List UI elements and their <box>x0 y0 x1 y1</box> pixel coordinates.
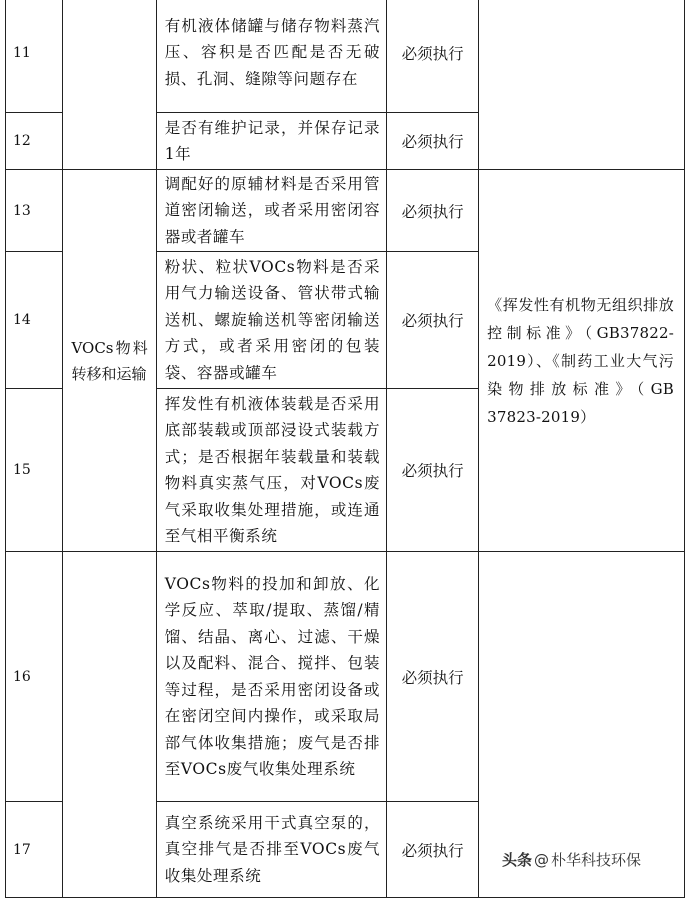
watermark <box>502 849 641 870</box>
requirement: 必须执行 <box>387 802 479 898</box>
requirement: 必须执行 <box>387 389 479 552</box>
standard-cell-process <box>479 552 685 898</box>
row-number: 16 <box>6 552 63 802</box>
inspection-table <box>5 0 685 898</box>
table-row <box>6 170 685 252</box>
row-number: 11 <box>6 0 63 113</box>
row-number: 14 <box>6 252 63 389</box>
row-number: 15 <box>6 389 63 552</box>
category-cell-process <box>63 552 156 898</box>
table-row <box>6 552 685 802</box>
check-item: 是否有维护记录，并保存记录1年 <box>156 113 386 170</box>
check-item: VOCs物料的投加和卸放、化学反应、萃取/提取、蒸馏/精馏、结晶、离心、过滤、干燥以及配料、混合、搅拌、包装等过程，是否采用密闭设备或在密闭空间内操作，或采取局部气体收集措施；废气是否排至VOCs废气收集处理系统 <box>156 552 386 802</box>
table-row <box>6 0 685 113</box>
standard-cell-storage <box>479 0 685 170</box>
requirement: 必须执行 <box>387 252 479 389</box>
check-item: 真空系统采用干式真空泵的，真空排气是否排至VOCs废气收集处理系统 <box>156 802 386 898</box>
category-cell-storage <box>63 0 156 170</box>
standard-transfer: 《挥发性有机物无组织排放控制标准》（GB37822-2019）、《制药工业大气污染物排放标准》（GB 37823-2019） <box>479 170 685 552</box>
check-item: 有机液体储罐与储存物料蒸汽压、容积是否匹配是否无破损、孔洞、缝隙等问题存在 <box>156 0 386 113</box>
watermark-account: 朴华科技环保 <box>551 851 642 869</box>
watermark-brand: 头条 <box>502 851 533 869</box>
requirement: 必须执行 <box>387 0 479 113</box>
check-item: 粉状、粒状VOCs物料是否采用气力输送设备、管状带式输送机、螺旋输送机等密闭输送方式，或者采用密闭的包装袋、容器或罐车 <box>156 252 386 389</box>
category-transfer: VOCs物料转移和运输 <box>63 170 156 552</box>
requirement: 必须执行 <box>387 552 479 802</box>
check-item: 调配好的原辅材料是否采用管道密闭输送，或者采用密闭容器或者罐车 <box>156 170 386 252</box>
requirement: 必须执行 <box>387 170 479 252</box>
row-number: 17 <box>6 802 63 898</box>
requirement: 必须执行 <box>387 113 479 170</box>
row-number: 12 <box>6 113 63 170</box>
check-item: 挥发性有机液体装载是否采用底部装载或顶部浸设式装载方式；是否根据年装载量和装载物料真实蒸气压，对VOCs废气采取收集处理措施，或连通至气相平衡系统 <box>156 389 386 552</box>
watermark-at: @ <box>534 850 550 869</box>
row-number: 13 <box>6 170 63 252</box>
